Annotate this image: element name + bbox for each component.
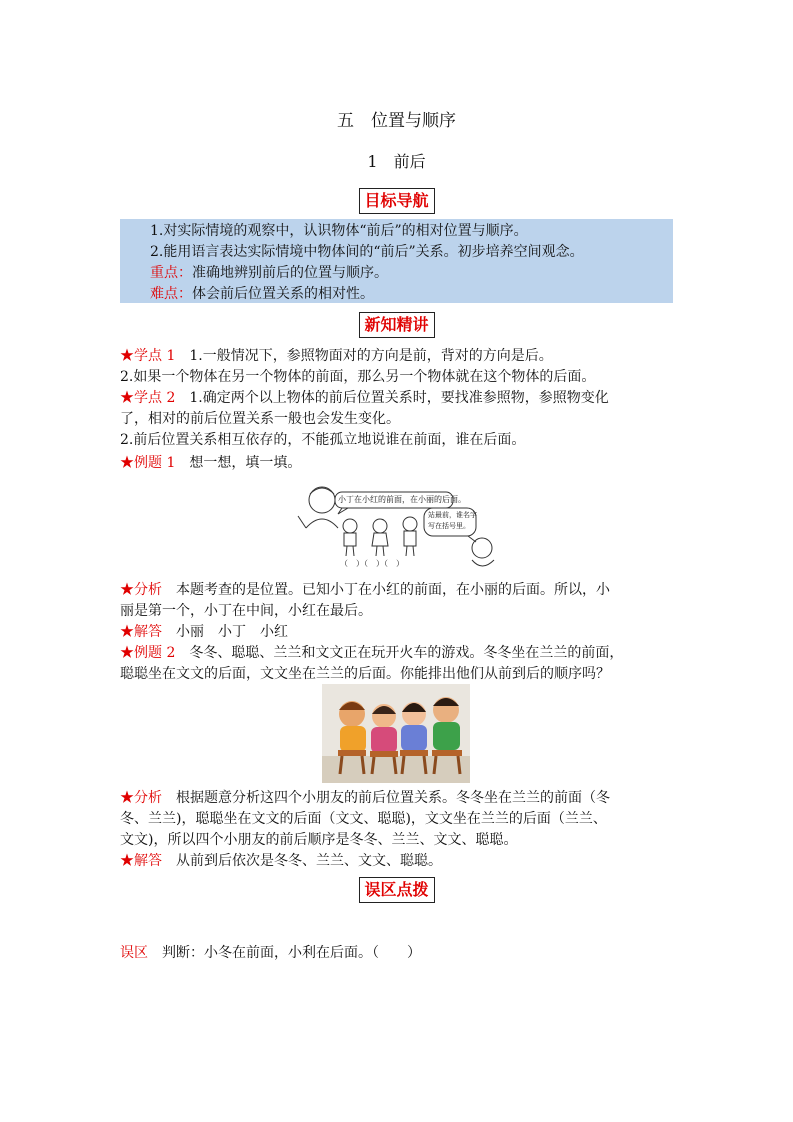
example-1-answer — [120, 622, 680, 642]
point-2-label: ★学点 2 — [120, 390, 176, 406]
speech-bubble-1: 小丁在小红的前面，在小丽的后面。 — [338, 495, 466, 504]
point-2-line-3: 2.前后位置关系相互依存的，不能孤立地说谁在前面，谁在后面。 — [120, 432, 526, 448]
section-heading-goals: 目标导航 — [358, 188, 434, 214]
answer-brackets: （ ）（ ）（ ） — [340, 559, 404, 568]
point-2-line-1 — [120, 388, 680, 408]
example-2-answer-text: 从前到后依次是冬冬、兰兰、文文、聪聪。 — [176, 853, 442, 869]
example-2-illustration — [322, 684, 470, 783]
example-2-analysis-text-1: 根据题意分析这四个小朋友的前后位置关系。冬冬坐在兰兰的前面（冬 — [176, 790, 610, 806]
unit-title: 五 位置与顺序 — [337, 111, 456, 131]
point-1-line-1 — [120, 346, 680, 366]
point-1-line-2: 2.如果一个物体在另一个物体的前面，那么另一个物体就在这个物体的后面。 — [120, 369, 596, 385]
example-2-question-line-1 — [120, 643, 680, 663]
section-heading-mistakes: 误区点拨 — [358, 877, 434, 903]
mistake-label: 误区 — [120, 945, 148, 961]
children-train-game-picture — [322, 684, 470, 783]
example-2-analysis-label: ★分析 — [120, 790, 162, 806]
key-point — [150, 263, 710, 283]
speech-bubble-2-line-1: 站最前，谁名字 — [428, 511, 477, 519]
goal-item-2: 2.能用语言表达实际情境中物体间的“前后”关系。初步培养空间观念。 — [150, 244, 584, 260]
goal-item-1: 1.对实际情境的观察中，认识物体“前后”的相对位置与顺序。 — [150, 223, 528, 239]
example-2-analysis-line-1 — [120, 788, 680, 808]
speech-bubble-2-line-2: 写在括号里。 — [428, 522, 470, 530]
difficult-point-text: 体会前后位置关系的相对性。 — [192, 286, 374, 302]
point-1-text-1: 1.一般情况下，参照物面对的方向是前，背对的方向是后。 — [189, 348, 553, 364]
point-2-text-1: 1.确定两个以上物体的前后位置关系时，要找准参照物，参照物变化 — [189, 390, 609, 406]
example-2-question-line-2: 聪聪坐在文文的后面，文文坐在兰兰的后面。你能排出他们从前到后的顺序吗？ — [120, 666, 610, 682]
example-2-analysis-line-2: 冬、兰兰)，聪聪坐在文文的后面（文文、聪聪)，文文坐在兰兰的后面（兰兰、 — [120, 811, 607, 827]
point-2-line-2: 了，相对的前后位置关系一般也会发生变化。 — [120, 411, 400, 427]
example-1-label: ★例题 1 — [120, 455, 176, 471]
example-2-answer-label: ★解答 — [120, 853, 162, 869]
example-2-answer — [120, 851, 680, 871]
difficult-point — [150, 284, 710, 304]
difficult-point-label: 难点： — [150, 286, 192, 302]
point-1-label: ★学点 1 — [120, 348, 176, 364]
example-1-analysis-label: ★分析 — [120, 582, 162, 598]
example-1-analysis-text-1: 本题考查的是位置。已知小丁在小红的前面，在小丽的后面。所以，小 — [176, 582, 610, 598]
key-point-text: 准确地辨别前后的位置与顺序。 — [192, 265, 388, 281]
example-1-analysis-line-2: 丽是第一个，小丁在中间，小红在最后。 — [120, 603, 372, 619]
example-1-text: 想一想，填一填。 — [189, 455, 302, 471]
example-1-question — [120, 453, 680, 473]
lesson-title: 1 前后 — [367, 152, 426, 171]
section-heading-new-knowledge: 新知精讲 — [358, 312, 434, 338]
mistake-text: 判断：小冬在前面，小利在后面。（ ） — [162, 945, 421, 961]
mistake-question — [120, 943, 680, 963]
example-1-answer-label: ★解答 — [120, 624, 162, 640]
example-1-analysis-line-1 — [120, 580, 680, 600]
key-point-label: 重点： — [150, 265, 192, 281]
example-1-answer-text: 小丽 小丁 小红 — [176, 624, 288, 640]
example-1-illustration — [292, 480, 512, 575]
example-2-label: ★例题 2 — [120, 645, 176, 661]
example-2-text-1: 冬冬、聪聪、兰兰和文文正在玩开火车的游戏。冬冬坐在兰兰的前面， — [189, 645, 624, 661]
example-2-analysis-line-3: 文文)，所以四个小朋友的前后顺序是冬冬、兰兰、文文、聪聪。 — [120, 832, 518, 848]
